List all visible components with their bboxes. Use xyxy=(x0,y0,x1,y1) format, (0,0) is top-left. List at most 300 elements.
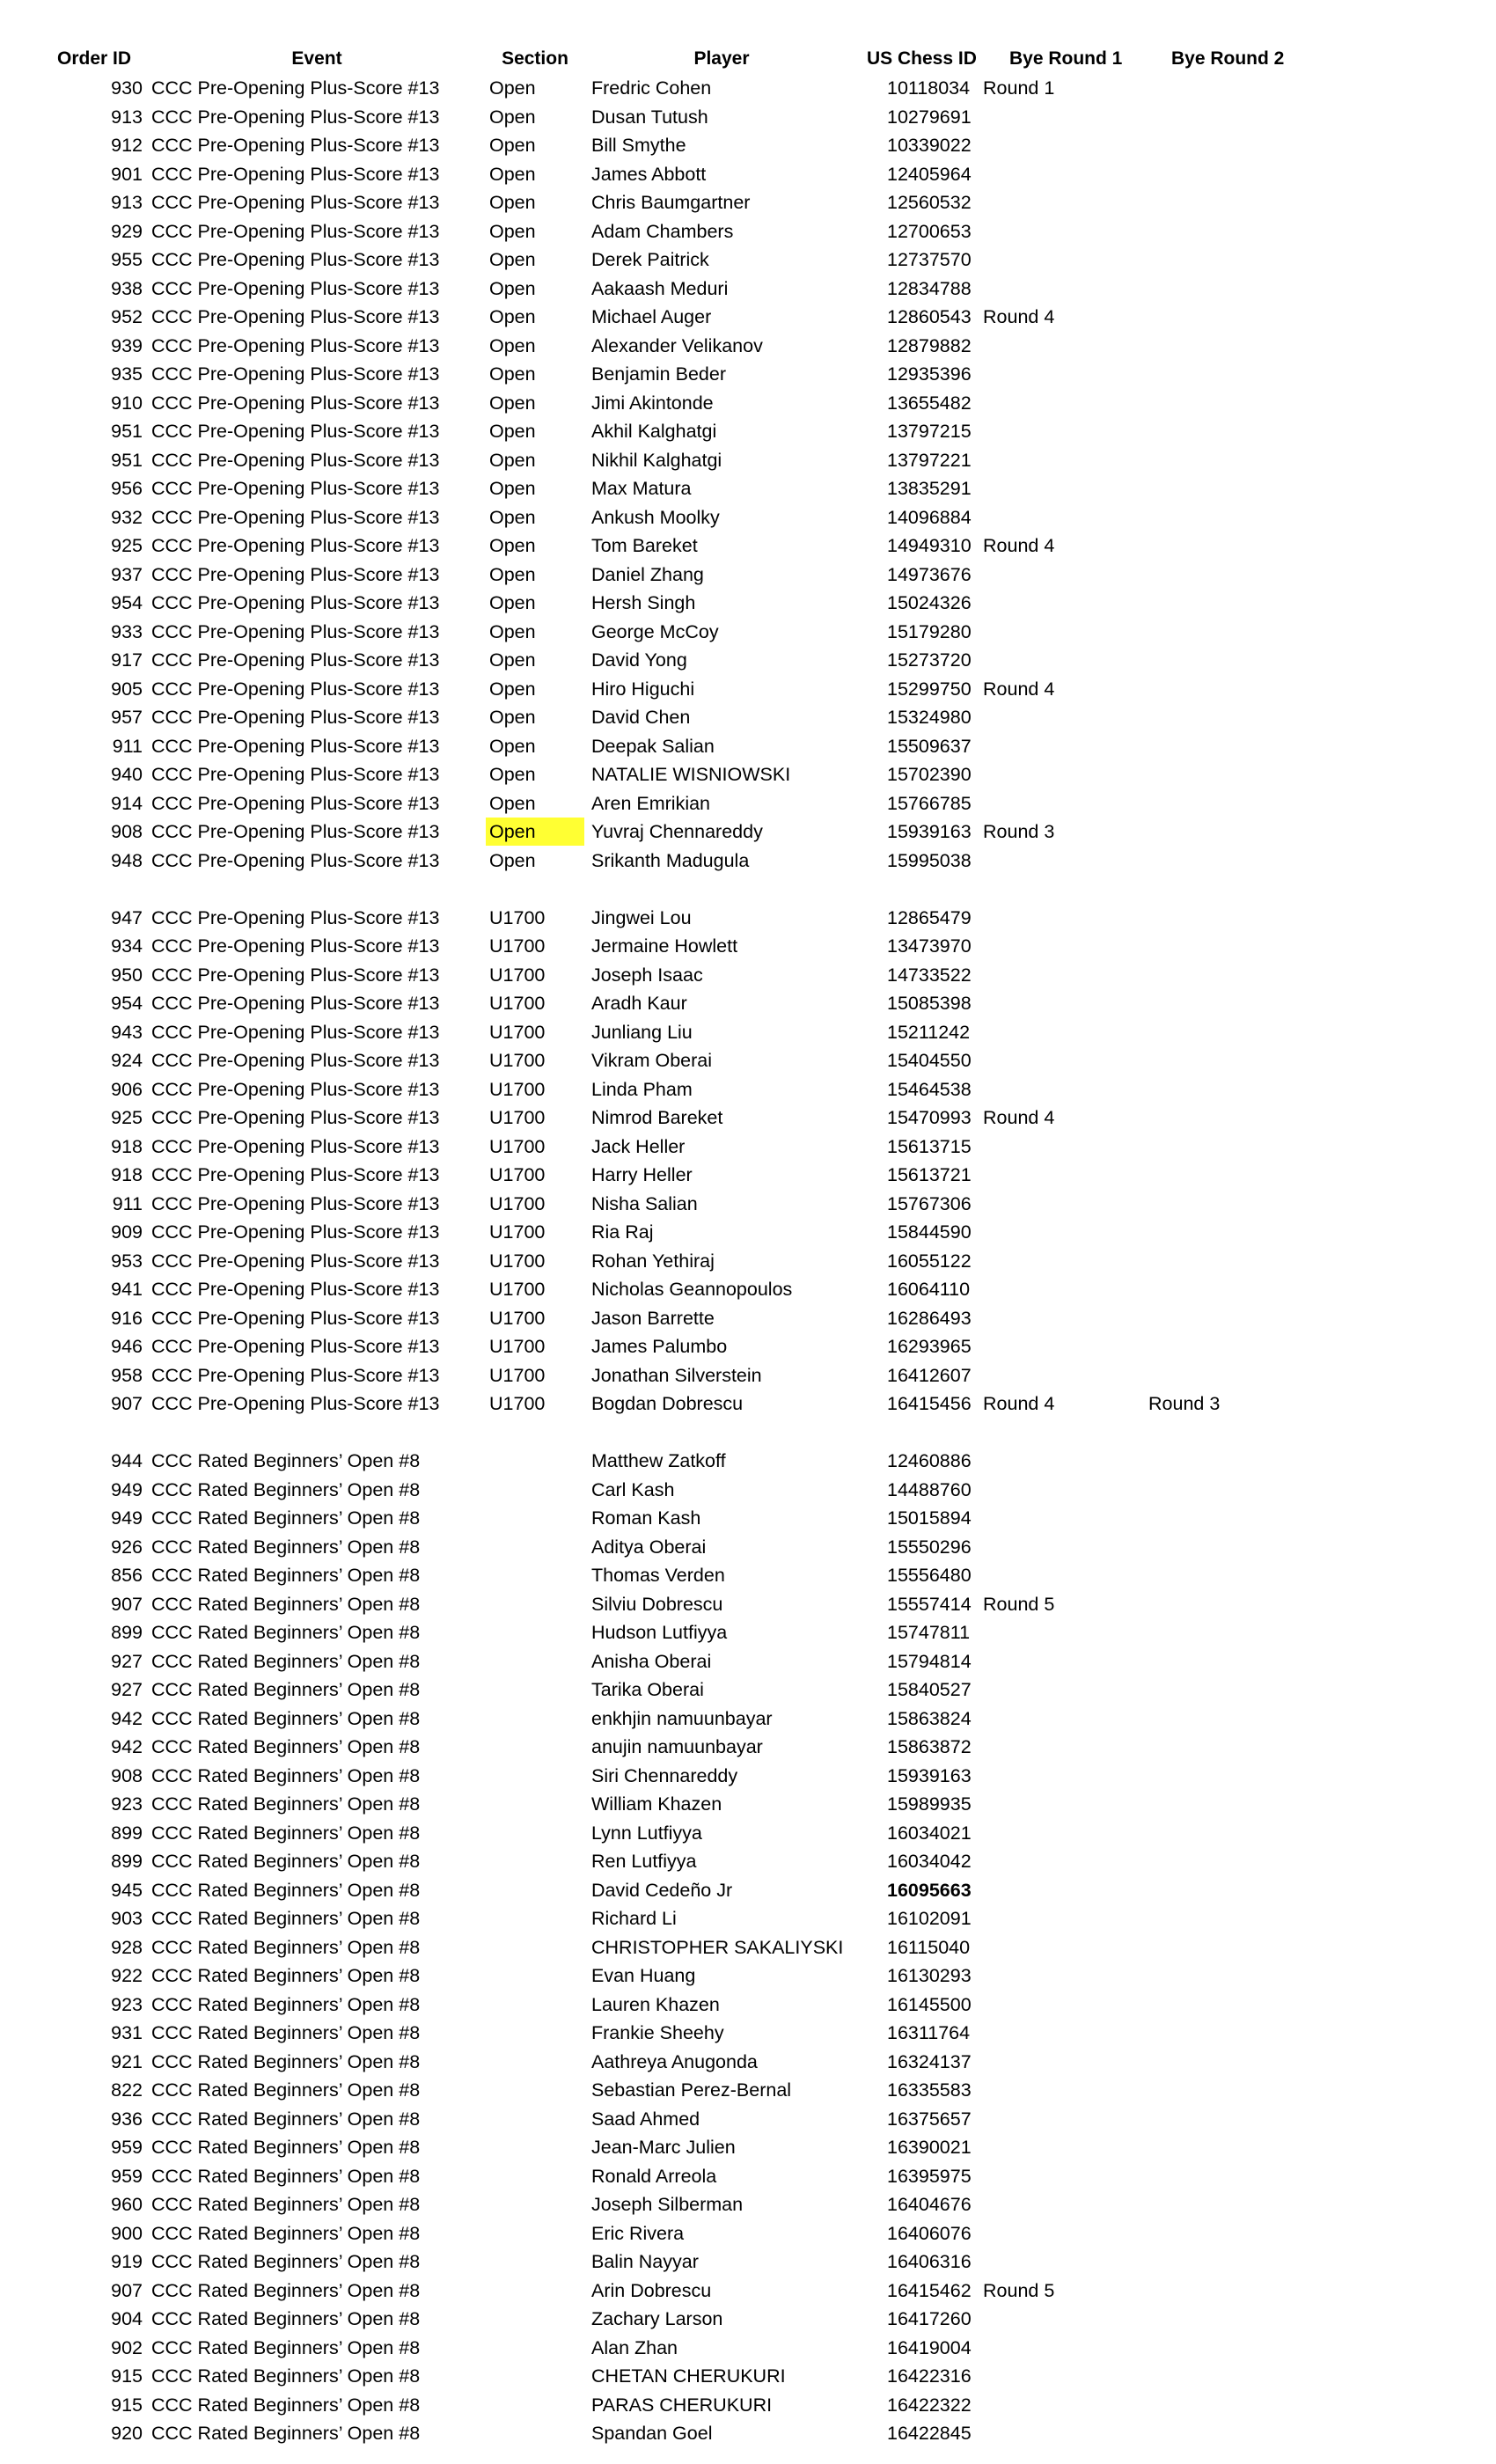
bye-round-2-cell[interactable] xyxy=(1148,1476,1263,1504)
us-chess-id-cell[interactable]: 15995038 xyxy=(887,849,972,871)
bye-round-2-cell[interactable] xyxy=(1148,188,1263,216)
section-cell[interactable]: U1700 xyxy=(489,993,546,1014)
bye-round-2-cell[interactable] xyxy=(1148,2162,1263,2190)
player-cell[interactable]: Aradh Kaur xyxy=(591,993,687,1014)
section-cell[interactable] xyxy=(486,2133,584,2161)
us-chess-id-cell[interactable]: 16415462 xyxy=(887,2279,972,2301)
event-cell[interactable]: CCC Pre-Opening Plus-Score #13 xyxy=(151,592,440,613)
order-id-cell[interactable]: 930 xyxy=(111,77,143,99)
bye-round-1-cell[interactable]: Round 3 xyxy=(983,821,1055,842)
event-cell[interactable]: CCC Pre-Opening Plus-Score #13 xyxy=(151,135,440,156)
bye-round-2-cell[interactable] xyxy=(1148,2334,1263,2362)
bye-round-2-cell[interactable] xyxy=(1148,1819,1263,1847)
bye-round-1-cell[interactable]: Round 5 xyxy=(983,2279,1055,2301)
bye-round-1-cell[interactable] xyxy=(983,2048,1097,2076)
us-chess-id-cell[interactable]: 16419004 xyxy=(887,2336,972,2358)
player-cell[interactable]: Richard Li xyxy=(591,1908,677,1929)
bye-round-1-cell[interactable] xyxy=(983,1018,1097,1046)
section-cell[interactable] xyxy=(486,1647,584,1676)
us-chess-id-cell[interactable]: 14488760 xyxy=(887,1478,972,1500)
event-cell[interactable]: CCC Rated Beginners’ Open #8 xyxy=(151,1736,421,1757)
order-id-cell[interactable]: 907 xyxy=(111,1593,143,1615)
order-id-cell[interactable]: 919 xyxy=(111,2251,143,2272)
bye-round-1-cell[interactable] xyxy=(983,332,1097,360)
section-cell[interactable]: U1700 xyxy=(489,1050,546,1071)
us-chess-id-cell[interactable]: 12560532 xyxy=(887,192,972,213)
player-cell[interactable]: Lauren Khazen xyxy=(591,1993,720,2015)
bye-round-1-cell[interactable]: Round 4 xyxy=(983,1393,1055,1414)
event-cell[interactable]: CCC Pre-Opening Plus-Score #13 xyxy=(151,1192,440,1214)
order-id-cell[interactable]: 943 xyxy=(111,1021,143,1043)
section-cell[interactable]: Open xyxy=(489,192,536,213)
us-chess-id-cell[interactable]: 16095663 xyxy=(887,1879,972,1901)
bye-round-2-cell[interactable] xyxy=(1148,1447,1263,1475)
us-chess-id-cell[interactable]: 16145500 xyxy=(887,1993,972,2015)
event-cell[interactable]: CCC Pre-Opening Plus-Score #13 xyxy=(151,478,440,499)
player-cell[interactable]: Junliang Liu xyxy=(591,1021,693,1043)
bye-round-2-cell[interactable] xyxy=(1148,1676,1263,1704)
bye-round-2-cell[interactable] xyxy=(1148,2048,1263,2076)
player-cell[interactable]: NATALIE WISNIOWSKI xyxy=(591,764,791,785)
event-cell[interactable]: CCC Rated Beginners’ Open #8 xyxy=(151,1851,421,1872)
section-cell[interactable]: Open xyxy=(489,506,536,528)
player-cell[interactable]: Derek Paitrick xyxy=(591,249,709,270)
order-id-cell[interactable]: 822 xyxy=(111,2079,143,2101)
section-cell[interactable]: Open xyxy=(489,249,536,270)
us-chess-id-cell[interactable]: 15794814 xyxy=(887,1650,972,1672)
event-cell[interactable]: CCC Pre-Opening Plus-Score #13 xyxy=(151,1164,440,1185)
us-chess-id-cell[interactable]: 13473970 xyxy=(887,935,972,957)
section-cell[interactable]: Open xyxy=(489,563,536,585)
bye-round-2-cell[interactable] xyxy=(1148,1904,1263,1932)
player-cell[interactable]: Hudson Lutfiyya xyxy=(591,1622,728,1643)
bye-round-2-cell[interactable] xyxy=(1148,1218,1263,1246)
bye-round-2-cell[interactable] xyxy=(1148,532,1263,560)
bye-round-2-cell[interactable] xyxy=(1148,732,1263,760)
order-id-cell[interactable]: 937 xyxy=(111,563,143,585)
us-chess-id-cell[interactable]: 15939163 xyxy=(887,1764,972,1786)
bye-round-1-cell[interactable] xyxy=(983,131,1097,159)
order-id-cell[interactable]: 920 xyxy=(111,2423,143,2444)
section-cell[interactable] xyxy=(486,2219,584,2248)
event-cell[interactable]: CCC Pre-Opening Plus-Score #13 xyxy=(151,392,440,414)
us-chess-id-cell[interactable]: 12460886 xyxy=(887,1450,972,1471)
section-cell[interactable]: Open xyxy=(489,334,536,356)
us-chess-id-cell[interactable]: 16422845 xyxy=(887,2423,972,2444)
event-cell[interactable]: CCC Rated Beginners’ Open #8 xyxy=(151,2336,421,2358)
bye-round-2-cell[interactable] xyxy=(1148,675,1263,703)
section-cell[interactable]: Open xyxy=(489,77,536,99)
us-chess-id-cell[interactable]: 15299750 xyxy=(887,678,972,700)
bye-round-1-cell[interactable] xyxy=(983,1933,1097,1962)
player-cell[interactable]: Spandan Goel xyxy=(591,2423,713,2444)
us-chess-id-cell[interactable]: 15324980 xyxy=(887,707,972,728)
order-id-cell[interactable]: 908 xyxy=(111,1764,143,1786)
bye-round-2-cell[interactable] xyxy=(1148,1933,1263,1962)
player-cell[interactable]: Tom Bareket xyxy=(591,535,698,556)
player-cell[interactable]: Frankie Sheehy xyxy=(591,2022,724,2043)
player-cell[interactable]: Jermaine Howlett xyxy=(591,935,738,957)
player-cell[interactable]: anujin namuunbayar xyxy=(591,1736,763,1757)
us-chess-id-cell[interactable]: 15863872 xyxy=(887,1736,972,1757)
player-cell[interactable]: Ankush Moolky xyxy=(591,506,720,528)
order-id-cell[interactable]: 933 xyxy=(111,620,143,642)
player-cell[interactable]: Aakaash Meduri xyxy=(591,277,729,299)
player-cell[interactable]: Joseph Isaac xyxy=(591,964,703,986)
order-id-cell[interactable]: 941 xyxy=(111,1279,143,1300)
us-chess-id-cell[interactable]: 16115040 xyxy=(887,1936,971,1958)
player-cell[interactable]: Michael Auger xyxy=(591,306,712,327)
section-cell[interactable] xyxy=(486,1876,584,1904)
bye-round-1-cell[interactable] xyxy=(983,2019,1097,2047)
player-cell[interactable]: Carl Kash xyxy=(591,1478,675,1500)
us-chess-id-cell[interactable]: 15273720 xyxy=(887,649,972,671)
us-chess-id-cell[interactable]: 15863824 xyxy=(887,1707,972,1729)
order-id-cell[interactable]: 913 xyxy=(111,106,143,128)
event-cell[interactable]: CCC Pre-Opening Plus-Score #13 xyxy=(151,1336,440,1357)
event-cell[interactable]: CCC Pre-Opening Plus-Score #13 xyxy=(151,792,440,814)
section-cell[interactable]: Open xyxy=(489,421,536,442)
player-cell[interactable]: Srikanth Madugula xyxy=(591,849,750,871)
event-cell[interactable]: CCC Rated Beginners’ Open #8 xyxy=(151,1936,421,1958)
us-chess-id-cell[interactable]: 15747811 xyxy=(887,1622,971,1643)
player-cell[interactable]: Bogdan Dobrescu xyxy=(591,1393,744,1414)
bye-round-1-cell[interactable] xyxy=(983,1275,1097,1303)
player-cell[interactable]: enkhjin namuunbayar xyxy=(591,1707,773,1729)
bye-round-1-cell[interactable] xyxy=(983,1847,1097,1875)
section-cell[interactable] xyxy=(486,1618,584,1646)
event-cell[interactable]: CCC Pre-Opening Plus-Score #13 xyxy=(151,1393,440,1414)
player-cell[interactable]: Jonathan Silverstein xyxy=(591,1364,762,1386)
bye-round-1-cell[interactable] xyxy=(983,1332,1097,1360)
player-cell[interactable]: Ronald Arreola xyxy=(591,2165,717,2187)
player-cell[interactable]: Joseph Silberman xyxy=(591,2194,744,2215)
event-cell[interactable]: CCC Pre-Opening Plus-Score #13 xyxy=(151,334,440,356)
bye-round-1-cell[interactable]: Round 4 xyxy=(983,306,1055,327)
bye-round-1-cell[interactable] xyxy=(983,2334,1097,2362)
section-cell[interactable] xyxy=(486,1447,584,1475)
event-cell[interactable]: CCC Pre-Opening Plus-Score #13 xyxy=(151,1021,440,1043)
event-cell[interactable]: CCC Pre-Opening Plus-Score #13 xyxy=(151,620,440,642)
section-cell[interactable] xyxy=(486,1991,584,2019)
section-cell[interactable]: Open xyxy=(489,106,536,128)
bye-round-1-cell[interactable] xyxy=(983,2162,1097,2190)
event-cell[interactable]: CCC Pre-Opening Plus-Score #13 xyxy=(151,906,440,928)
order-id-cell[interactable]: 915 xyxy=(111,2365,143,2387)
player-cell[interactable]: Yuvraj Chennareddy xyxy=(591,821,763,842)
section-cell[interactable]: Open xyxy=(489,135,536,156)
section-cell[interactable] xyxy=(486,1790,584,1818)
us-chess-id-cell[interactable]: 16417260 xyxy=(887,2308,972,2329)
order-id-cell[interactable]: 905 xyxy=(111,678,143,700)
bye-round-2-cell[interactable] xyxy=(1148,1733,1263,1761)
order-id-cell[interactable]: 960 xyxy=(111,2194,143,2215)
us-chess-id-cell[interactable]: 15464538 xyxy=(887,1078,972,1100)
order-id-cell[interactable]: 945 xyxy=(111,1879,143,1901)
player-cell[interactable]: Nimrod Bareket xyxy=(591,1107,723,1128)
bye-round-1-cell[interactable] xyxy=(983,1676,1097,1704)
player-cell[interactable]: Tarika Oberai xyxy=(591,1679,704,1700)
bye-round-1-cell[interactable] xyxy=(983,474,1097,502)
event-cell[interactable]: CCC Pre-Opening Plus-Score #13 xyxy=(151,649,440,671)
order-id-cell[interactable]: 906 xyxy=(111,1078,143,1100)
order-id-cell[interactable]: 901 xyxy=(111,163,143,185)
section-cell[interactable] xyxy=(486,1819,584,1847)
player-cell[interactable]: Aren Emrikian xyxy=(591,792,711,814)
player-cell[interactable]: David Cedeño Jr xyxy=(591,1879,733,1901)
bye-round-1-cell[interactable] xyxy=(983,1733,1097,1761)
bye-round-2-cell[interactable] xyxy=(1148,2277,1263,2305)
us-chess-id-cell[interactable]: 13835291 xyxy=(887,478,972,499)
us-chess-id-cell[interactable]: 15557414 xyxy=(887,1593,972,1615)
us-chess-id-cell[interactable]: 15015894 xyxy=(887,1507,972,1529)
bye-round-2-cell[interactable] xyxy=(1148,1533,1263,1561)
player-cell[interactable]: Evan Huang xyxy=(591,1965,696,1986)
section-cell[interactable]: U1700 xyxy=(489,1192,546,1214)
order-id-cell[interactable]: 916 xyxy=(111,1307,143,1329)
bye-round-1-cell[interactable]: Round 4 xyxy=(983,678,1055,700)
section-cell[interactable] xyxy=(486,2305,584,2333)
section-cell[interactable] xyxy=(486,1904,584,1932)
player-cell[interactable]: Jingwei Lou xyxy=(591,906,692,928)
event-cell[interactable]: CCC Rated Beginners’ Open #8 xyxy=(151,1993,421,2015)
event-cell[interactable]: CCC Rated Beginners’ Open #8 xyxy=(151,1679,421,1700)
order-id-cell[interactable]: 942 xyxy=(111,1736,143,1757)
bye-round-1-cell[interactable] xyxy=(983,2190,1097,2218)
header-order-id[interactable]: Order ID xyxy=(57,48,132,69)
bye-round-1-cell[interactable] xyxy=(983,1991,1097,2019)
us-chess-id-cell[interactable]: 16034042 xyxy=(887,1851,972,1872)
bye-round-2-cell[interactable] xyxy=(1148,1647,1263,1676)
section-cell[interactable]: Open xyxy=(489,678,536,700)
player-cell[interactable]: Benjamin Beder xyxy=(591,363,726,385)
bye-round-2-cell[interactable] xyxy=(1148,1561,1263,1589)
bye-round-1-cell[interactable] xyxy=(983,2391,1097,2419)
bye-round-2-cell[interactable] xyxy=(1148,703,1263,731)
event-cell[interactable]: CCC Pre-Opening Plus-Score #13 xyxy=(151,77,440,99)
header-bye-round-2[interactable]: Bye Round 2 xyxy=(1171,48,1285,69)
bye-round-2-cell[interactable] xyxy=(1148,1790,1263,1818)
bye-round-1-cell[interactable] xyxy=(983,760,1097,788)
section-cell[interactable] xyxy=(486,2190,584,2218)
bye-round-2-cell[interactable] xyxy=(1148,1275,1263,1303)
us-chess-id-cell[interactable]: 13797221 xyxy=(887,449,972,471)
us-chess-id-cell[interactable]: 15404550 xyxy=(887,1050,972,1071)
event-cell[interactable]: CCC Pre-Opening Plus-Score #13 xyxy=(151,163,440,185)
bye-round-2-cell[interactable] xyxy=(1148,332,1263,360)
player-cell[interactable]: Rohan Yethiraj xyxy=(591,1250,715,1272)
us-chess-id-cell[interactable]: 16415456 xyxy=(887,1393,972,1414)
event-cell[interactable]: CCC Pre-Opening Plus-Score #13 xyxy=(151,535,440,556)
event-cell[interactable]: CCC Rated Beginners’ Open #8 xyxy=(151,2165,421,2187)
us-chess-id-cell[interactable]: 16034021 xyxy=(887,1822,972,1844)
event-cell[interactable]: CCC Pre-Opening Plus-Score #13 xyxy=(151,249,440,270)
us-chess-id-cell[interactable]: 16406316 xyxy=(887,2251,972,2272)
order-id-cell[interactable]: 911 xyxy=(112,1192,143,1214)
bye-round-2-cell[interactable] xyxy=(1148,1161,1263,1189)
event-cell[interactable]: CCC Pre-Opening Plus-Score #13 xyxy=(151,935,440,957)
event-cell[interactable]: CCC Rated Beginners’ Open #8 xyxy=(151,2365,421,2387)
us-chess-id-cell[interactable]: 14096884 xyxy=(887,506,972,528)
event-cell[interactable]: CCC Pre-Opening Plus-Score #13 xyxy=(151,1078,440,1100)
event-cell[interactable]: CCC Pre-Opening Plus-Score #13 xyxy=(151,1250,440,1272)
player-cell[interactable]: Vikram Oberai xyxy=(591,1050,713,1071)
order-id-cell[interactable]: 934 xyxy=(111,935,143,957)
player-cell[interactable]: George McCoy xyxy=(591,620,719,642)
bye-round-1-cell[interactable] xyxy=(983,732,1097,760)
us-chess-id-cell[interactable]: 16130293 xyxy=(887,1965,972,1986)
bye-round-2-cell[interactable] xyxy=(1148,1361,1263,1390)
bye-round-1-cell[interactable] xyxy=(983,1190,1097,1218)
section-cell[interactable] xyxy=(486,1504,584,1532)
order-id-cell[interactable]: 912 xyxy=(111,135,143,156)
player-cell[interactable]: Hersh Singh xyxy=(591,592,696,613)
bye-round-1-cell[interactable] xyxy=(983,1447,1097,1475)
player-cell[interactable]: Anisha Oberai xyxy=(591,1650,712,1672)
section-cell[interactable] xyxy=(486,2334,584,2362)
bye-round-1-cell[interactable] xyxy=(983,2105,1097,2133)
player-cell[interactable]: CHETAN CHERUKURI xyxy=(591,2365,786,2387)
order-id-cell[interactable]: 922 xyxy=(111,1965,143,1986)
player-cell[interactable]: William Khazen xyxy=(591,1793,722,1815)
bye-round-1-cell[interactable] xyxy=(983,217,1097,246)
us-chess-id-cell[interactable]: 16064110 xyxy=(887,1279,971,1300)
event-cell[interactable]: CCC Rated Beginners’ Open #8 xyxy=(151,1565,421,1586)
section-cell[interactable]: U1700 xyxy=(489,1135,546,1157)
order-id-cell[interactable]: 958 xyxy=(111,1364,143,1386)
bye-round-2-cell[interactable] xyxy=(1148,2076,1263,2104)
order-id-cell[interactable]: 924 xyxy=(111,1050,143,1071)
player-cell[interactable]: Siri Chennareddy xyxy=(591,1764,738,1786)
order-id-cell[interactable]: 940 xyxy=(111,764,143,785)
section-cell[interactable] xyxy=(486,2048,584,2076)
bye-round-2-cell[interactable] xyxy=(1148,989,1263,1017)
event-cell[interactable]: CCC Pre-Opening Plus-Score #13 xyxy=(151,1135,440,1157)
bye-round-2-cell[interactable] xyxy=(1148,360,1263,388)
us-chess-id-cell[interactable]: 16293965 xyxy=(887,1336,972,1357)
event-cell[interactable]: CCC Rated Beginners’ Open #8 xyxy=(151,2108,421,2130)
player-cell[interactable]: Thomas Verden xyxy=(591,1565,725,1586)
player-cell[interactable]: Ren Lutfiyya xyxy=(591,1851,697,1872)
section-cell[interactable] xyxy=(486,2105,584,2133)
section-cell[interactable] xyxy=(486,1962,584,1990)
player-cell[interactable]: Max Matura xyxy=(591,478,692,499)
section-cell[interactable]: U1700 xyxy=(489,1307,546,1329)
order-id-cell[interactable]: 899 xyxy=(111,1622,143,1643)
bye-round-1-cell[interactable] xyxy=(983,904,1097,932)
us-chess-id-cell[interactable]: 15179280 xyxy=(887,620,972,642)
player-cell[interactable]: Balin Nayyar xyxy=(591,2251,699,2272)
order-id-cell[interactable]: 939 xyxy=(111,334,143,356)
order-id-cell[interactable]: 936 xyxy=(111,2108,143,2130)
event-cell[interactable]: CCC Rated Beginners’ Open #8 xyxy=(151,1622,421,1643)
bye-round-1-cell[interactable] xyxy=(983,246,1097,274)
bye-round-2-cell[interactable] xyxy=(1148,503,1263,532)
us-chess-id-cell[interactable]: 15844590 xyxy=(887,1221,972,1243)
header-event[interactable]: Event xyxy=(291,48,342,69)
event-cell[interactable]: CCC Rated Beginners’ Open #8 xyxy=(151,1450,421,1471)
bye-round-1-cell[interactable] xyxy=(983,789,1097,818)
us-chess-id-cell[interactable]: 16324137 xyxy=(887,2050,972,2072)
event-cell[interactable]: CCC Rated Beginners’ Open #8 xyxy=(151,1793,421,1815)
bye-round-1-cell[interactable] xyxy=(983,389,1097,417)
player-cell[interactable]: Alan Zhan xyxy=(591,2336,678,2358)
us-chess-id-cell[interactable]: 16390021 xyxy=(887,2137,972,2158)
us-chess-id-cell[interactable]: 15766785 xyxy=(887,792,972,814)
section-cell[interactable]: U1700 xyxy=(489,1250,546,1272)
section-cell[interactable]: Open xyxy=(489,449,536,471)
us-chess-id-cell[interactable]: 15840527 xyxy=(887,1679,972,1700)
section-cell[interactable]: U1700 xyxy=(489,1221,546,1243)
section-cell[interactable]: Open xyxy=(489,764,536,785)
player-cell[interactable]: Jean-Marc Julien xyxy=(591,2137,736,2158)
player-cell[interactable]: Jason Barrette xyxy=(591,1307,715,1329)
order-id-cell[interactable]: 900 xyxy=(111,2222,143,2244)
order-id-cell[interactable]: 959 xyxy=(111,2165,143,2187)
order-id-cell[interactable]: 956 xyxy=(111,478,143,499)
section-cell[interactable]: U1700 xyxy=(489,1078,546,1100)
order-id-cell[interactable]: 944 xyxy=(111,1450,143,1471)
event-cell[interactable]: CCC Pre-Opening Plus-Score #13 xyxy=(151,449,440,471)
player-cell[interactable]: Deepak Salian xyxy=(591,735,715,757)
order-id-cell[interactable]: 908 xyxy=(111,821,143,842)
bye-round-1-cell[interactable] xyxy=(983,1618,1097,1646)
event-cell[interactable]: CCC Rated Beginners’ Open #8 xyxy=(151,2079,421,2101)
us-chess-id-cell[interactable]: 15613721 xyxy=(887,1164,972,1185)
bye-round-2-cell[interactable] xyxy=(1148,932,1263,960)
us-chess-id-cell[interactable]: 12935396 xyxy=(887,363,972,385)
player-cell[interactable]: Roman Kash xyxy=(591,1507,701,1529)
order-id-cell[interactable]: 946 xyxy=(111,1336,143,1357)
player-cell[interactable]: Ria Raj xyxy=(591,1221,654,1243)
event-cell[interactable]: CCC Pre-Opening Plus-Score #13 xyxy=(151,506,440,528)
bye-round-2-cell[interactable] xyxy=(1148,103,1263,131)
section-cell[interactable]: Open xyxy=(489,735,536,757)
bye-round-2-cell[interactable] xyxy=(1148,818,1263,846)
bye-round-1-cell[interactable] xyxy=(983,561,1097,589)
bye-round-2-cell[interactable] xyxy=(1148,2362,1263,2390)
player-cell[interactable]: James Abbott xyxy=(591,163,707,185)
bye-round-2-cell[interactable] xyxy=(1148,246,1263,274)
us-chess-id-cell[interactable]: 12860543 xyxy=(887,306,972,327)
section-cell[interactable] xyxy=(486,1847,584,1875)
bye-round-2-cell[interactable] xyxy=(1148,2219,1263,2248)
order-id-cell[interactable]: 932 xyxy=(111,506,143,528)
section-cell[interactable]: U1700 xyxy=(489,935,546,957)
order-id-cell[interactable]: 925 xyxy=(111,1107,143,1128)
us-chess-id-cell[interactable]: 10118034 xyxy=(887,77,971,99)
bye-round-1-cell[interactable] xyxy=(983,646,1097,674)
section-cell[interactable] xyxy=(486,2019,584,2047)
section-cell[interactable] xyxy=(486,2076,584,2104)
event-cell[interactable]: CCC Rated Beginners’ Open #8 xyxy=(151,2194,421,2215)
us-chess-id-cell[interactable]: 12834788 xyxy=(887,277,972,299)
player-cell[interactable]: James Palumbo xyxy=(591,1336,728,1357)
order-id-cell[interactable]: 949 xyxy=(111,1507,143,1529)
bye-round-1-cell[interactable] xyxy=(983,1133,1097,1161)
event-cell[interactable]: CCC Rated Beginners’ Open #8 xyxy=(151,1593,421,1615)
us-chess-id-cell[interactable]: 16286493 xyxy=(887,1307,972,1329)
player-cell[interactable]: Fredric Cohen xyxy=(591,77,712,99)
section-cell[interactable]: Open xyxy=(489,620,536,642)
bye-round-2-cell[interactable] xyxy=(1148,1304,1263,1332)
bye-round-2-cell[interactable] xyxy=(1148,1962,1263,1990)
section-cell[interactable] xyxy=(486,2419,584,2447)
bye-round-1-cell[interactable]: Round 4 xyxy=(983,1107,1055,1128)
player-cell[interactable]: Nicholas Geannopoulos xyxy=(591,1279,793,1300)
bye-round-2-cell[interactable] xyxy=(1148,1018,1263,1046)
bye-round-2-cell[interactable] xyxy=(1148,1075,1263,1104)
